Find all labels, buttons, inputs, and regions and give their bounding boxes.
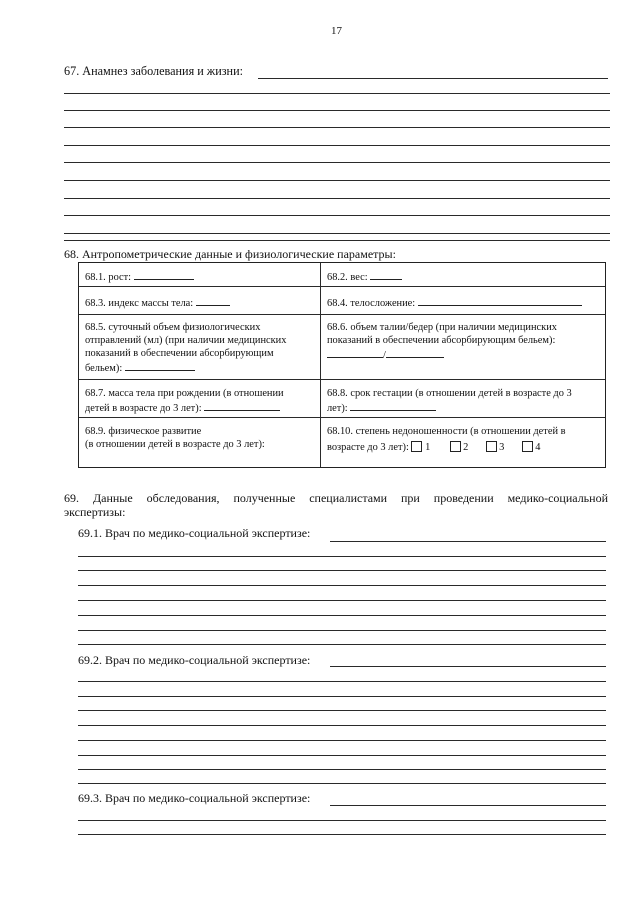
answer-line[interactable] (64, 110, 610, 111)
answer-line[interactable] (64, 215, 610, 216)
bmi-label: 68.3. индекс массы тела: (85, 298, 194, 309)
prematurity-degree-3-label: 3 (499, 442, 505, 453)
section-69-1-title: 69.1. Врач по медико-социальной экспертизе: (78, 526, 311, 540)
physical-development-label-line: (в отношении детей в возрасте до 3 лет): (85, 439, 265, 450)
waist-hip-label-line: 68.6. объем талии/бедер (при наличии медицинских (327, 322, 557, 333)
weight-field[interactable] (370, 269, 402, 280)
prematurity-label-line: 68.10. степень недоношенности (в отношении детей в (327, 426, 566, 437)
section-69-2-first-line[interactable] (330, 666, 606, 667)
section-69-1-first-line[interactable] (330, 541, 606, 542)
prematurity-degree-1-checkbox[interactable] (411, 441, 422, 452)
answer-line[interactable] (78, 681, 606, 682)
answer-line[interactable] (78, 600, 606, 601)
cell-68-9 (85, 425, 313, 472)
answer-line[interactable] (78, 755, 606, 756)
answer-line[interactable] (78, 570, 606, 571)
anthropometric-table (78, 262, 606, 468)
urine-volume-label-line: показаний в обеспечении абсорбирующим (85, 348, 274, 359)
answer-line[interactable] (78, 630, 606, 631)
urine-volume-label-line: 68.5. суточный объем физиологических (85, 322, 261, 333)
cell-68-6 (327, 321, 557, 362)
page-number: 17 (331, 25, 342, 37)
answer-line[interactable] (78, 834, 606, 835)
section-69-title-line-1: 69. Данные обследования, полученные специалистами при проведении медико-социальной (64, 491, 608, 505)
answer-line[interactable] (78, 556, 606, 557)
bmi-field[interactable] (196, 295, 230, 306)
table-column-divider (320, 263, 321, 467)
birth-weight-field[interactable] (204, 400, 280, 411)
gestation-field[interactable] (350, 400, 436, 411)
answer-line[interactable] (78, 769, 606, 770)
answer-line[interactable] (64, 240, 610, 241)
section-69-3-first-line[interactable] (330, 805, 606, 806)
cell-68-1 (85, 269, 194, 284)
answer-line[interactable] (78, 585, 606, 586)
prematurity-label-line: возрасте до 3 лет): (327, 442, 409, 453)
table-row-divider (79, 379, 605, 380)
urine-volume-field[interactable] (125, 360, 195, 371)
table-row-divider (79, 286, 605, 287)
answer-line[interactable] (64, 145, 610, 146)
birth-weight-label-line: детей в возрасте до 3 лет): (85, 403, 202, 414)
section-69-2-title: 69.2. Врач по медико-социальной экспертизе: (78, 653, 311, 667)
table-row-divider (79, 314, 605, 315)
urine-volume-label-line: отправлений (мл) (при наличии медицинских (85, 335, 287, 346)
weight-label: 68.2. вес: (327, 272, 368, 283)
answer-line[interactable] (78, 725, 606, 726)
cell-68-7 (85, 387, 284, 415)
answer-line[interactable] (64, 127, 610, 128)
prematurity-degree-2-label: 2 (463, 442, 469, 453)
physical-development-field[interactable] (85, 457, 313, 468)
height-label: 68.1. рост: (85, 272, 132, 283)
build-field[interactable] (418, 295, 582, 306)
answer-line[interactable] (64, 162, 610, 163)
gestation-label-line: лет): (327, 403, 348, 414)
answer-line[interactable] (78, 644, 606, 645)
cell-68-4 (327, 295, 582, 310)
answer-line[interactable] (64, 233, 610, 234)
answer-line[interactable] (64, 198, 610, 199)
prematurity-degree-2-checkbox[interactable] (450, 441, 461, 452)
cell-68-5 (85, 321, 286, 375)
prematurity-degree-4-label: 4 (535, 442, 541, 453)
urine-volume-label-line: бельем): (85, 363, 123, 374)
answer-line[interactable] (78, 710, 606, 711)
prematurity-degree-3-checkbox[interactable] (486, 441, 497, 452)
prematurity-degree-4-checkbox[interactable] (522, 441, 533, 452)
section-67-title: 67. Анамнез заболевания и жизни: (64, 64, 243, 78)
gestation-label-line: 68.8. срок гестации (в отношении детей в возрасте до 3 (327, 388, 572, 399)
cell-68-2 (327, 269, 402, 284)
build-label: 68.4. телосложение: (327, 298, 416, 309)
cell-68-8 (327, 387, 572, 415)
answer-line[interactable] (78, 820, 606, 821)
answer-line[interactable] (78, 696, 606, 697)
waist-field[interactable] (327, 347, 383, 358)
section-68-title: 68. Антропометрические данные и физиологические параметры: (64, 247, 396, 261)
answer-line[interactable] (78, 783, 606, 784)
height-field[interactable] (134, 269, 194, 280)
waist-hip-separator: / (383, 350, 386, 361)
section-67-first-line[interactable] (258, 78, 608, 79)
cell-68-3 (85, 295, 230, 310)
answer-line[interactable] (78, 740, 606, 741)
section-69-title-line-2: экспертизы: (64, 505, 126, 519)
waist-hip-label-line: показаний в обеспечении абсорбирующим бельем): (327, 335, 556, 346)
physical-development-label-line: 68.9. физическое развитие (85, 426, 202, 437)
answer-line[interactable] (64, 180, 610, 181)
birth-weight-label-line: 68.7. масса тела при рождении (в отношении (85, 388, 284, 399)
prematurity-degree-1-label: 1 (425, 442, 431, 453)
cell-68-10 (327, 425, 566, 454)
hip-field[interactable] (386, 347, 444, 358)
answer-line[interactable] (78, 615, 606, 616)
table-row-divider (79, 417, 605, 418)
section-69-3-title: 69.3. Врач по медико-социальной экспертизе: (78, 791, 311, 805)
answer-line[interactable] (64, 93, 610, 94)
